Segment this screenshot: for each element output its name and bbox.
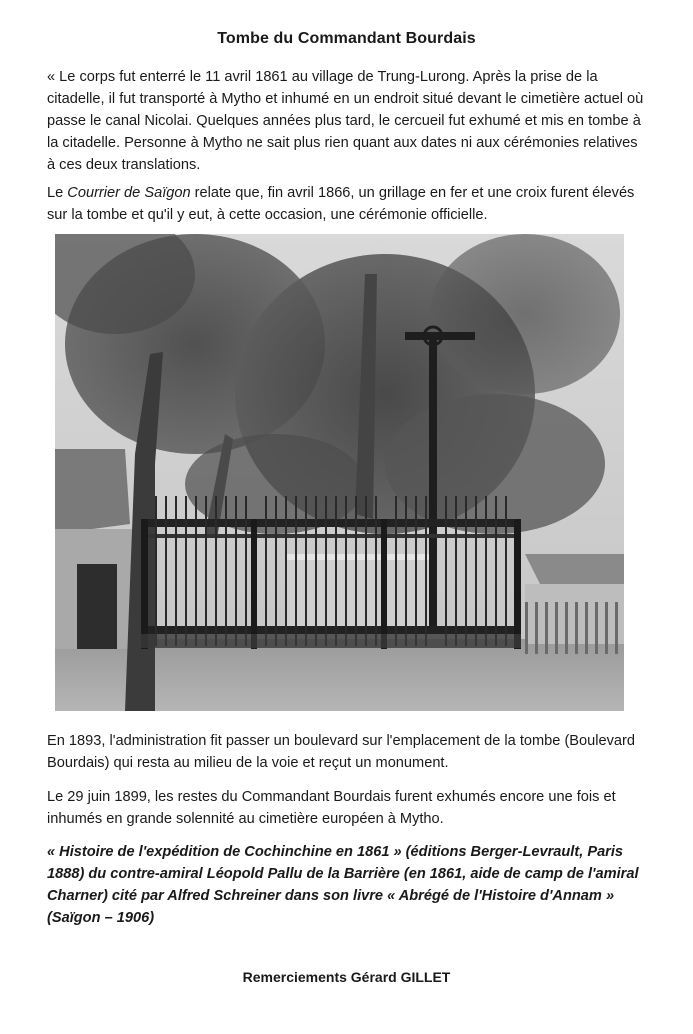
paragraph-burial: « Le corps fut enterré le 11 avril 1861 au village de Trung-Lurong. Après la prise de la citadelle, il fut transporté à Mytho et inhumé en un endroit situé devant le cimetière actuel où passe le canal Nicolai. Quelques années plus tard, le cercueil fut exhumé et mis en tombe à la citadelle. Personne à Mytho ne sait plus rien quant aux dates ni aux cérémonies relatives à ces deux translations. [47, 69, 644, 173]
paragraph-boulevard: En 1893, l'administration fit passer un boulevard sur l'emplacement de la tombe (Boulevard Bourdais) qui resta au milieu de la voie et reçut un monument. [47, 733, 636, 771]
acknowledgement: Remerciements Gérard GILLET [242, 969, 451, 985]
tomb-photograph [55, 234, 624, 711]
newspaper-title: Courrier de Saïgon [67, 185, 191, 201]
page-title: Tombe du Commandant Bourdais [217, 30, 476, 47]
paragraph-reburial: Le 29 juin 1899, les restes du Commandant Bourdais furent exhumés encore une fois et inhumés en grande solennité au cimetière européen à Mytho. [47, 789, 616, 827]
source-citation: « Histoire de l'expédition de Cochinchine en 1861 » (éditions Berger-Levrault, Paris 1888) du contre-amiral Léopold Pallu de la Barrière (en 1861, aide de camp de l'amiral Charner) cité par Alfred Schreiner dans son livre « Abrégé de l'Histoire d'Annam » (Saïgon – 1906) [47, 844, 639, 926]
paragraph-courrier-prefix: Le [47, 185, 68, 201]
paragraph-courrier [47, 182, 647, 226]
paragraph-courrier-suffix: relate que, fin avril 1866, un grillage en fer et une croix furent élevés sur la tombe et qu'il y eut, à cette occasion, une cérémonie officielle. [47, 185, 635, 223]
